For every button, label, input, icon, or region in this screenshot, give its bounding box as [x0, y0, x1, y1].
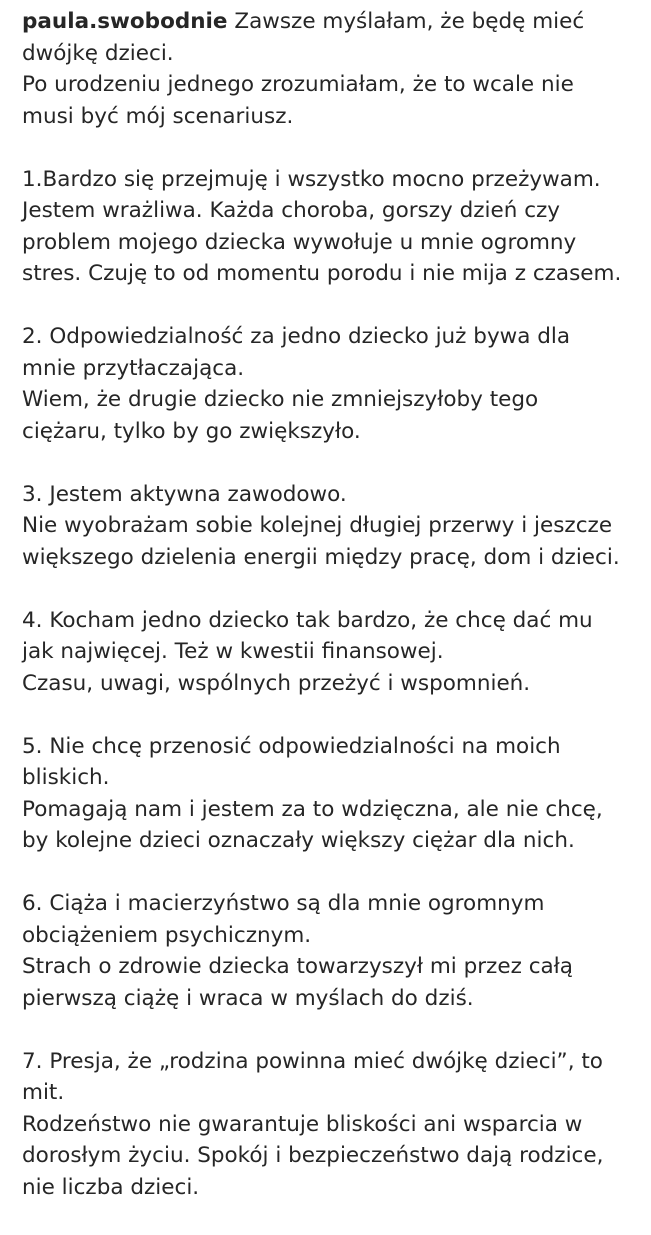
caption-line: Strach o zdrowie dziecka towarzyszył mi przez całą [22, 954, 573, 979]
caption-line: stres. Czuję to od momentu porodu i nie mija z czasem. [22, 261, 622, 286]
caption-line: Wiem, że drugie dziecko nie zmniejszyłoby tego [22, 387, 539, 412]
caption-paragraph-intro [22, 6, 642, 132]
caption-line: Po urodzeniu jednego zrozumiałam, że to wcale nie [22, 72, 574, 97]
caption-line: 1.Bardzo się przejmuję i wszystko mocno przeżywam. [22, 166, 601, 192]
caption-paragraph-point-2 [22, 321, 642, 447]
caption-line: problem mojego dziecka wywołuje u mnie ogromny [22, 229, 577, 255]
caption-text: Zawsze myślałam, że będę mieć [234, 9, 585, 34]
caption-line: dwójkę dzieci. [22, 40, 174, 66]
caption-line: 5. Nie chcę przenosić odpowiedzialności na moich [22, 733, 561, 759]
caption-line: bliskich. [22, 765, 110, 790]
caption-paragraph-point-6 [22, 888, 642, 1014]
caption-paragraph-point-1 [22, 164, 642, 290]
caption-line [22, 6, 642, 38]
caption-line: obciążeniem psychicznym. [22, 922, 312, 948]
caption-line: 7. Presja, że „rodzina powinna mieć dwójkę dzieci”, to [22, 1048, 603, 1074]
caption-line: Pomagają nam i jestem za to wdzięczna, ale nie chcę, [22, 796, 603, 822]
caption-line: Rodzeństwo nie gwarantuje bliskości ani wsparcia w [22, 1111, 583, 1137]
caption-line: Czasu, uwagi, wspólnych przeżyć i wspomnień. [22, 670, 531, 696]
caption-line: Jestem wrażliwa. Każda choroba, gorszy dzień czy [22, 198, 561, 223]
caption-line: jak najwięcej. Też w kwestii finansowej. [22, 639, 444, 664]
caption-paragraph-point-5 [22, 731, 642, 857]
caption-line: 6. Ciąża i macierzyństwo są dla mnie ogromnym [22, 891, 545, 916]
caption-paragraph-point-3 [22, 479, 642, 574]
caption-line: Nie wyobrażam sobie kolejnej długiej przerwy i jeszcze [22, 513, 613, 538]
caption-line: ciężaru, tylko by go zwiększyło. [22, 418, 361, 444]
caption-line: musi być mój scenariusz. [22, 103, 294, 129]
post-caption [22, 6, 642, 1235]
caption-line: 4. Kocham jedno dziecko tak bardzo, że chcę dać mu [22, 607, 593, 633]
caption-line: pierwszą ciążę i wraca w myślach do dziś. [22, 985, 474, 1011]
caption-line: by kolejne dzieci oznaczały większy ciężar dla nich. [22, 828, 575, 853]
username-link[interactable]: paula.swobodnie [22, 9, 228, 34]
caption-line: mit. [22, 1080, 65, 1105]
caption-line: 3. Jestem aktywna zawodowo. [22, 481, 347, 507]
caption-paragraph-point-4 [22, 605, 642, 700]
caption-line: większego dzielenia energii między pracę, dom i dzieci. [22, 544, 620, 570]
caption-paragraph-point-7 [22, 1046, 642, 1204]
caption-line: dorosłym życiu. Spokój i bezpieczeństwo dają rodzice, [22, 1143, 604, 1168]
caption-line: mnie przytłaczająca. [22, 355, 245, 381]
caption-line: 2. Odpowiedzialność za jedno dziecko już bywa dla [22, 324, 571, 349]
caption-line: nie liczba dzieci. [22, 1174, 200, 1200]
